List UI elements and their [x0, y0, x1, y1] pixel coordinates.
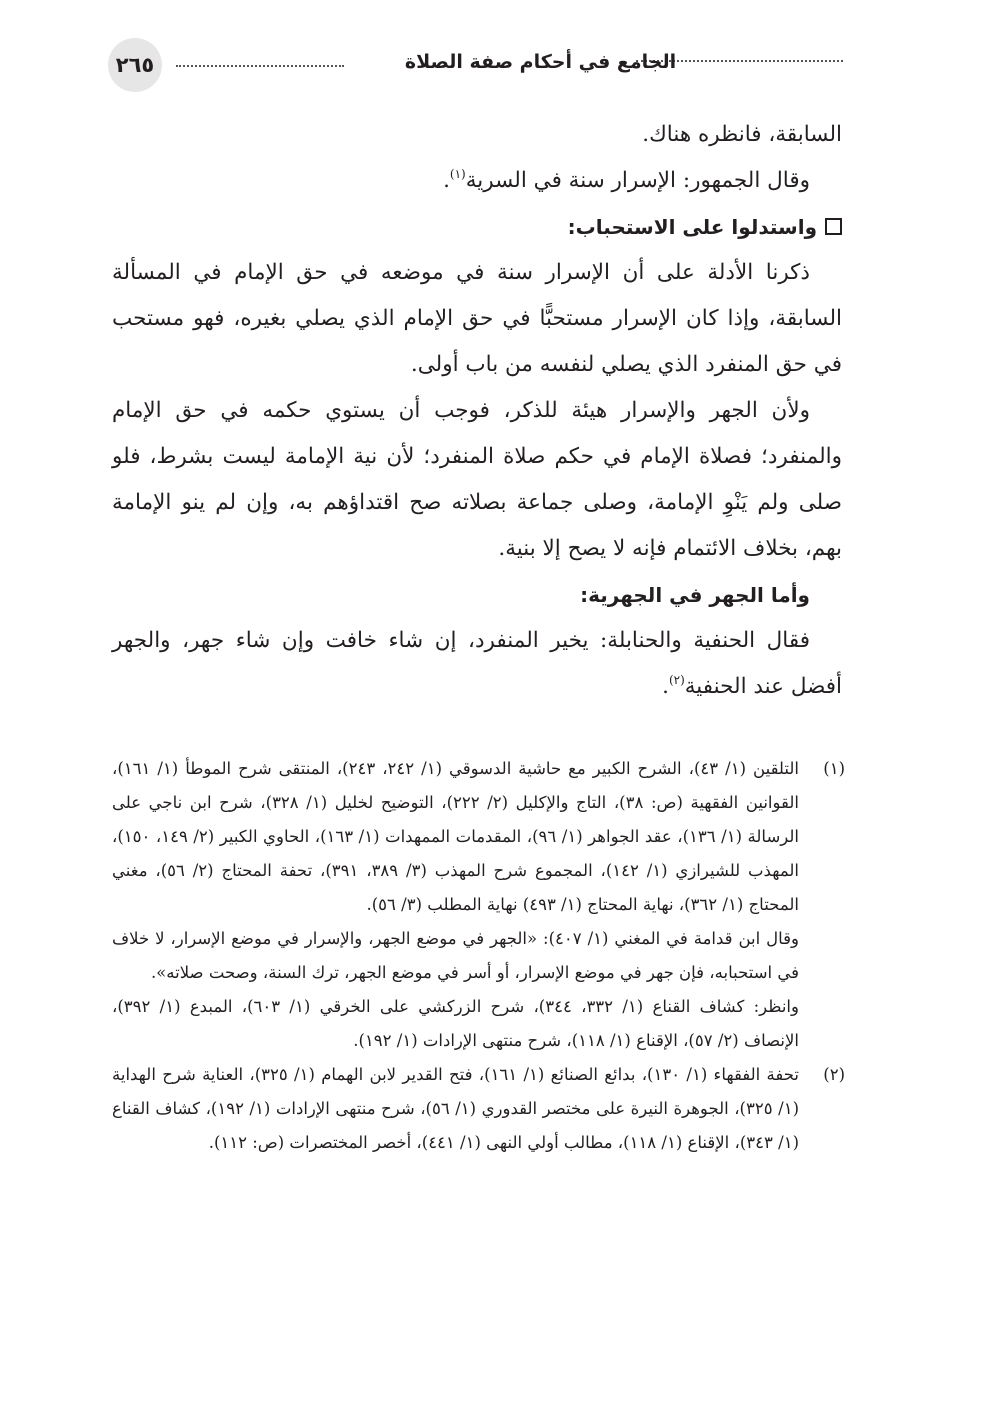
paragraph-3: ذكرنا الأدلة على أن الإسرار سنة في موضعه في حق الإمام في المسألة السابقة، وإذا كان الإسرار مستحبًّا في حق الإمام الذي يصلي بغيره، فهو مستحب في حق المنفرد الذي يصلي لنفسه من باب أولى. [112, 260, 842, 377]
paragraph-5 [112, 618, 842, 710]
footnote-ref-2[interactable]: (٢) [668, 673, 685, 687]
section-heading-1-text: واستدلوا على الاستحباب: [567, 215, 817, 239]
footnote-1-paragraph-3: وانظر: كشاف القناع (١/ ٣٣٢، ٣٤٤)، شرح الزركشي على الخرقي (١/ ٦٠٣)، المبدع (١/ ٣٩٢)، الإنصاف (٢/ ٥٧)، الإقناع (١/ ١١٨)، شرح منتهى الإرادات (١/ ١٩٢). [112, 997, 799, 1050]
paragraph-5-end: . [662, 674, 669, 699]
footnote-1-number: (١) [823, 759, 845, 778]
section-heading-2: وأما الجهر في الجهرية: [580, 583, 810, 607]
page-number: ٢٦٥ [108, 38, 162, 92]
footnotes [112, 752, 845, 1160]
running-title: الجامع في أحكام صفة الصلاة [404, 51, 677, 73]
footnote-2-number: (٢) [823, 1065, 845, 1084]
section-heading-1 [112, 204, 842, 250]
paragraph-2-text: وقال الجمهور: الإسرار سنة في السرية [465, 168, 810, 193]
footnote-1 [112, 752, 845, 1058]
footnote-ref-1[interactable]: (١) [449, 167, 466, 181]
footnote-2 [112, 1058, 845, 1160]
paragraph-1: السابقة، فانظره هناك. [642, 122, 842, 147]
header-dotted-leader-left [176, 63, 344, 67]
paragraph-2-end: . [443, 168, 450, 193]
paragraph-2 [112, 158, 842, 204]
footnote-2-paragraph-1: تحفة الفقهاء (١/ ١٣٠)، بدائع الصنائع (١/ ١٦١)، فتح القدير لابن الهمام (١/ ٣٢٥)، العناية شرح الهداية (١/ ٣٢٥)، الجوهرة النيرة على مختصر القدوري (١/ ٥٦)، شرح منتهى الإرادات (١/ ١٩٢)، كشاف القناع (١/ ٣٤٣)، الإقناع (١/ ١١٨)، مطالب أولي النهى (١/ ٤٤١)، أخصر المختصرات (ص: ١١٢). [112, 1065, 799, 1152]
paragraph-5-text: فقال الحنفية والحنابلة: يخير المنفرد، إن شاء خافت وإن شاء جهر، والجهر أفضل عند الحنفية [112, 628, 842, 699]
paragraph-4: ولأن الجهر والإسرار هيئة للذكر، فوجب أن يستوي حكمه في حق الإمام والمنفرد؛ فصلاة الإمام في حكم صلاة المنفرد؛ لأن نية الإمامة ليست بشرط، فلو صلى ولم يَنْوِ الإمامة، وصلى جماعة بصلاته صح اقتداؤهم به، وإن لم ينو الإمامة بهم، بخلاف الائتمام فإنه لا يصح إلا بنية. [112, 398, 842, 561]
main-text [112, 112, 842, 710]
footnote-1-paragraph-1: التلقين (١/ ٤٣)، الشرح الكبير مع حاشية الدسوقي (١/ ٢٤٢، ٢٤٣)، المنتقى شرح الموطأ (١/ ١٦١)، القوانين الفقهية (ص: ٣٨)، التاج والإكليل (٢/ ٢٢٢)، التوضيح لخليل (١/ ٣٢٨)، شرح ابن ناجي على الرسالة (١/ ١٣٦)، عقد الجواهر (١/ ٩٦)، المقدمات الممهدات (١/ ١٦٣)، الحاوي الكبير (٢/ ١٤٩، ١٥٠)، المهذب للشيرازي (١/ ١٤٢)، المجموع شرح المهذب (٣/ ٣٨٩، ٣٩١)، تحفة المحتاج (٢/ ٥٦)، مغني المحتاج (١/ ٣٦٢)، نهاية المحتاج (١/ ٤٩٣) نهاية المطلب (٣/ ٥٦). [112, 759, 799, 914]
checkbox-square-icon [825, 218, 842, 235]
footnote-1-paragraph-2: وقال ابن قدامة في المغني (١/ ٤٠٧): «الجهر في موضع الجهر، والإسرار في موضع الإسرار، لا خلاف في استحبابه، فإن جهر في موضع الإسرار، أو أسر في موضع الجهر، ترك السنة، وصحت صلاته». [112, 929, 800, 982]
page-header [108, 38, 843, 96]
